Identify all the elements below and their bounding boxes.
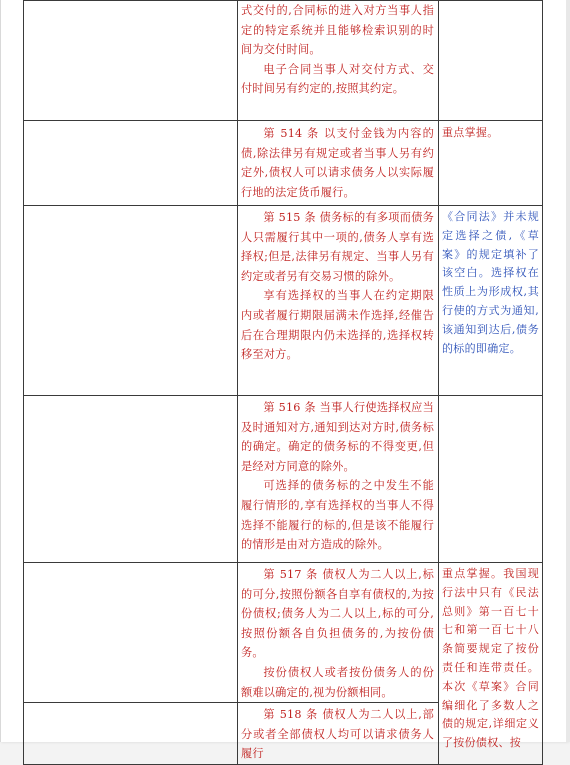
- table-row: [24, 396, 543, 563]
- article-514: 第 514 条 以支付金钱为内容的债,除法律另有规定或者当事人另有约定外,债权人可以请求债务人以实际履行地的法定货币履行。: [241, 127, 434, 199]
- left-column-cell: [24, 703, 238, 765]
- left-column-cell: [24, 396, 238, 563]
- article-cell: [238, 563, 439, 703]
- article-515: 第 515 条 债务标的有多项而债务人只需履行其中一项的,债务人享有选择权;但是,法律另有规定、当事人另有约定或者另有交易习惯的除外。: [241, 211, 434, 283]
- note-text: 重点掌握。: [442, 126, 499, 139]
- article-cell: [238, 703, 439, 765]
- article-paragraph: 按份债权人或者按份债务人的份额难以确定的,视为份额相同。: [241, 665, 434, 699]
- article-paragraph: 享有选择权的当事人在约定期限内或者履行期限届满未作选择,经催告后在合理期限内仍未选择的,选择权转移至对方。: [241, 289, 434, 362]
- left-column-cell: [24, 121, 238, 206]
- table-row: [24, 206, 543, 396]
- note-cell: [439, 121, 543, 206]
- article-paragraph: 可选择的债务标的之中发生不能履行情形的,享有选择权的当事人不得选择不能履行的标的,但是该不能履行的情形是由对方造成的除外。: [241, 479, 434, 552]
- note-cell: [439, 396, 543, 563]
- table-row: [24, 121, 543, 206]
- article-518: 第 518 条 债权人为二人以上,部分或者全部债权人均可以请求债务人履行: [241, 708, 434, 761]
- left-column-cell: [24, 206, 238, 396]
- left-column-cell: [24, 1, 238, 121]
- article-cell: [238, 1, 439, 121]
- note-cell: [439, 1, 543, 121]
- article-cell: [238, 121, 439, 206]
- note-cell: [439, 563, 543, 765]
- note-text: 《合同法》并未规定选择之债,《草案》的规定填补了该空白。选择权在性质上为形成权,其行使的方式为通知,该通知到达后,债务的标的即确定。: [442, 210, 539, 355]
- table-row: [24, 1, 543, 121]
- page-edge: [566, 0, 570, 742]
- comparison-table: [23, 0, 543, 765]
- left-column-cell: [24, 563, 238, 703]
- note-cell: [439, 206, 543, 396]
- article-paragraph: 式交付的,合同标的进入对方当事人指定的特定系统并且能够检索识别的时间为交付时间。: [241, 4, 434, 57]
- article-516: 第 516 条 当事人行使选择权应当及时通知对方,通知到达对方时,债务标的确定。确定的债务标的不得变更,但是经对方同意的除外。: [241, 401, 434, 473]
- table-row: [24, 563, 543, 703]
- article-cell: [238, 206, 439, 396]
- note-text: 重点掌握。我国现行法中只有《民法总则》第一百七十七和第一百七十八条简要规定了按份责任和连带责任。本次《草案》合同编细化了多数人之债的规定,详细定义了按份债权、按: [442, 567, 539, 750]
- article-517: 第 517 条 债权人为二人以上,标的可分,按照份额各自享有债权的,为按份债权;债务人为二人以上,标的可分,按照份额各自负担债务的,为按份债务。: [241, 568, 434, 660]
- article-cell: [238, 396, 439, 563]
- article-paragraph: 电子合同当事人对交付方式、交付时间另有约定的,按照其约定。: [241, 62, 434, 96]
